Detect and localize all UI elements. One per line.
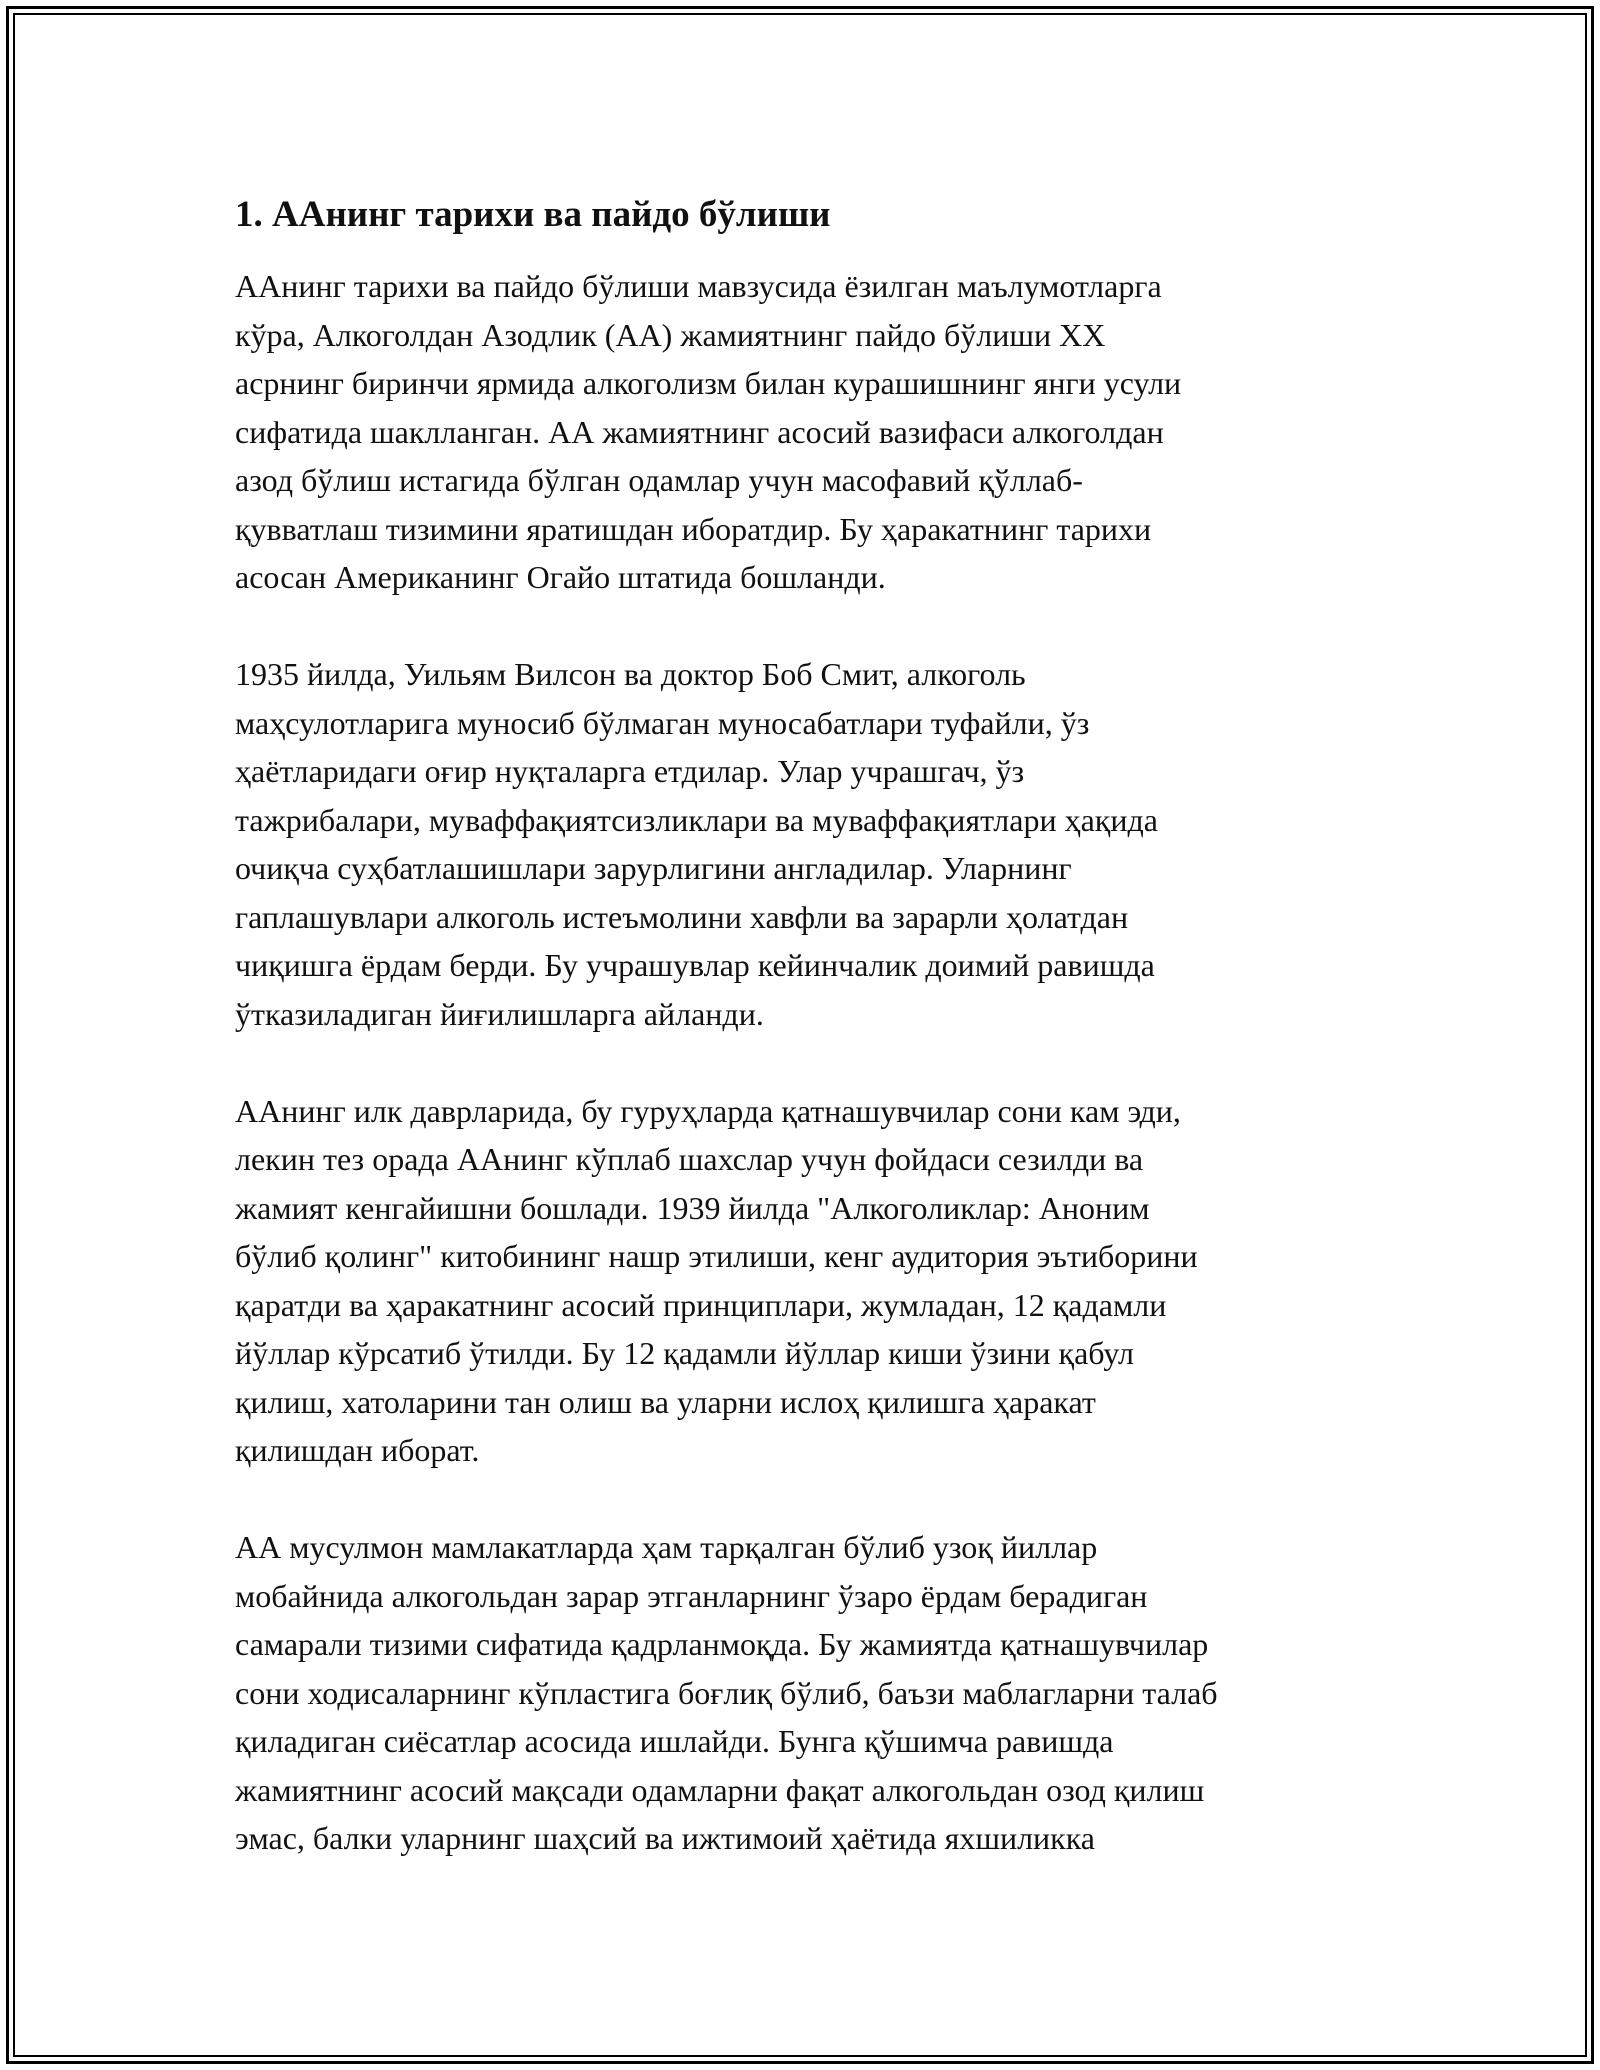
paragraph-3: ААнинг илк даврларида, бу гуруҳларда қатнашувчилар сони кам эди, лекин тез орада ААнинг кўплаб шахслар учун фойдаси сезилди ва жамият кенгайишни бошлади. 1939 йилда "Алкоголиклар: Аноним бўлиб қолинг" китобининг нашр этилиши, кенг аудитория эътиборини қаратди ва ҳаракатнинг асосий принциплари, жумладан, 12 қадамли йўллар кўрсатиб ўтилди. Бу 12 қадамли йўллар киши ўзини қабул қилиш, хатоларини тан олиш ва уларни ислоҳ қилишга ҳаракат қилишдан иборат.	[235, 1092, 1198, 1468]
document-body	[235, 190, 1375, 1911]
paragraph-1: ААнинг тарихи ва пайдо бўлиши мавзусида ёзилган маълумотларга кўра, Алкоголдан Азодлик (АА) жамиятнинг пайдо бўлиши XX асрнинг биринчи ярмида алкоголизм билан курашишнинг янги усули сифатида шаклланган. АА жамиятнинг асосий вазифаси алкоголдан азод бўлиш истагида бўлган одамлар учун масофавий қўллаб- қувватлаш тизимини яратишдан иборатдир. Бу ҳаракатнинг тарихи асосан Американинг Огайо штатида бошланди.	[235, 268, 1182, 595]
paragraph-4: АА мусулмон мамлакатларда ҳам тарқалган бўлиб узоқ йиллар мобайнида алкогольдан зарар этганларнинг ўзаро ёрдам берадиган самарали тизими сифатида қадрланмоқда. Бу жамиятда қатнашувчилар сони ходисаларнинг кўпластига боғлиқ бўлиб, баъзи маблагларни талаб қиладиган сиёсатлар асосида ишлайди. Бунга қўшимча равишда жамиятнинг асосий мақсади одамларни фақат алкогольдан озод қилиш эмас, балки уларнинг шаҳсий ва ижтимоий ҳаётида яхшиликка	[235, 1529, 1218, 1856]
section-heading: 1. ААнинг тарихи ва пайдо бўлиши	[235, 194, 831, 235]
paragraph-2: 1935 йилда, Уильям Вилсон ва доктор Боб Смит, алкоголь маҳсулотларига муносиб бўлмаган муносабатлари туфайли, ўз ҳаётларидаги оғир нуқталарга етдилар. Улар учрашгач, ўз тажрибалари, муваффақиятсизликлари ва муваффақиятлари ҳақида очиқча суҳбатлашишлари зарурлигини англадилар. Уларнинг гаплашувлари алкоголь истеъмолини хавфли ва зарарли ҳолатдан чиқишга ёрдам берди. Бу учрашувлар кейинчалик доимий равишда ўтказиладиган йиғилишларга айланди.	[235, 656, 1158, 1032]
